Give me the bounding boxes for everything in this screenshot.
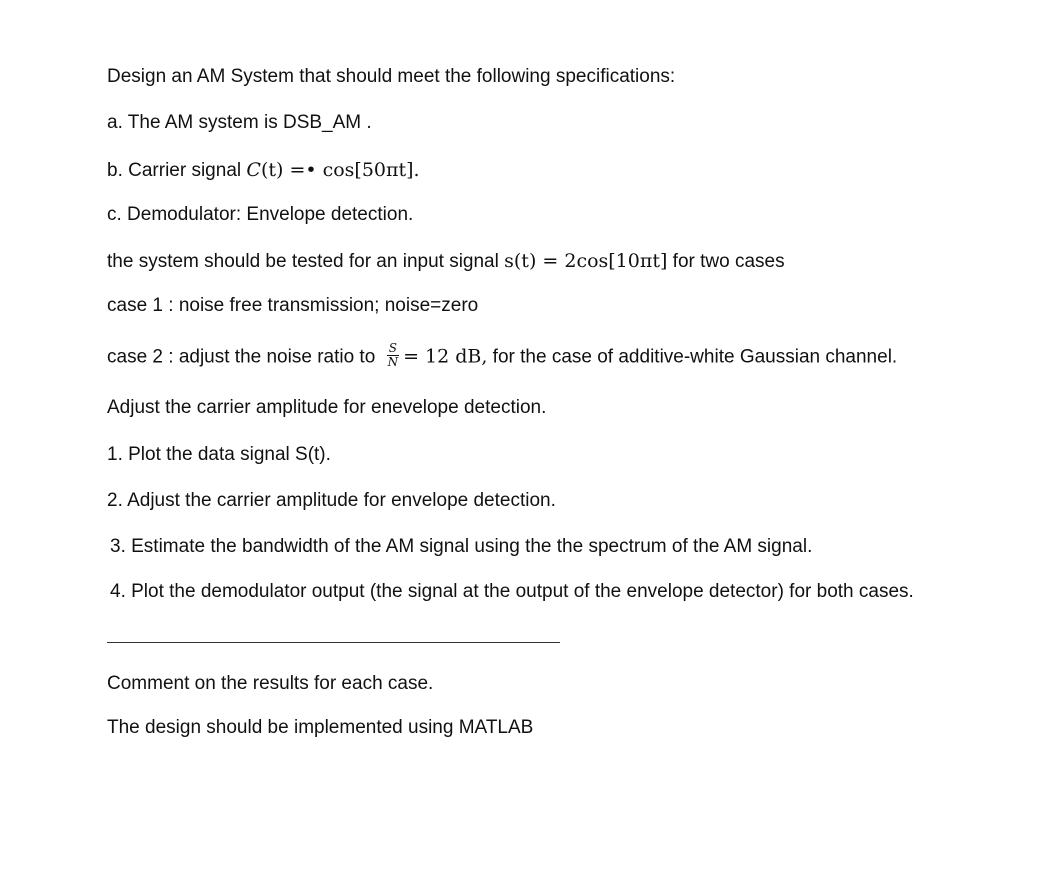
snr-denominator: N [387, 355, 399, 369]
spec-b-prefix: b. Carrier signal [107, 160, 247, 181]
case-2-prefix: case 2 : adjust the noise ratio to [107, 346, 381, 368]
case-1: case 1 : noise free transmission; noise=zero [107, 295, 479, 316]
comment-line: Comment on the results for each case. [107, 673, 434, 694]
spec-b-math-var: C [246, 159, 261, 181]
spec-a: a. The AM system is DSB_AM . [107, 112, 372, 133]
test-line [107, 249, 785, 274]
separator-rule [107, 642, 560, 643]
adjust-line: Adjust the carrier amplitude for enevelope detection. [107, 397, 547, 418]
task-4: 4. Plot the demodulator output (the signal at the output of the envelope detector) for both cases. [110, 581, 914, 602]
spec-c: c. Demodulator: Envelope detection. [107, 204, 414, 225]
spec-b-math-rest: (t) =• cos[50πt]. [260, 159, 420, 181]
test-line-math: s(t) = 2cos[10πt] [504, 250, 668, 272]
test-line-suffix: for two cases [667, 251, 785, 272]
case-2 [107, 341, 898, 371]
spec-b-math [246, 159, 419, 181]
task-2: 2. Adjust the carrier amplitude for envelope detection. [107, 490, 556, 511]
matlab-line: The design should be implemented using MATLAB [107, 717, 534, 738]
task-1: 1. Plot the data signal S(t). [107, 444, 331, 465]
snr-fraction [387, 342, 400, 369]
case-2-math: = 12 dB, [403, 345, 488, 368]
test-line-prefix: the system should be tested for an input signal [107, 251, 505, 272]
snr-numerator: S [387, 342, 400, 356]
task-3: 3. Estimate the bandwidth of the AM signal using the the spectrum of the AM signal. [110, 536, 813, 557]
case-2-suffix: for the case of additive-white Gaussian channel. [487, 346, 898, 368]
spec-b [107, 158, 420, 183]
title-line: Design an AM System that should meet the following specifications: [107, 66, 676, 87]
